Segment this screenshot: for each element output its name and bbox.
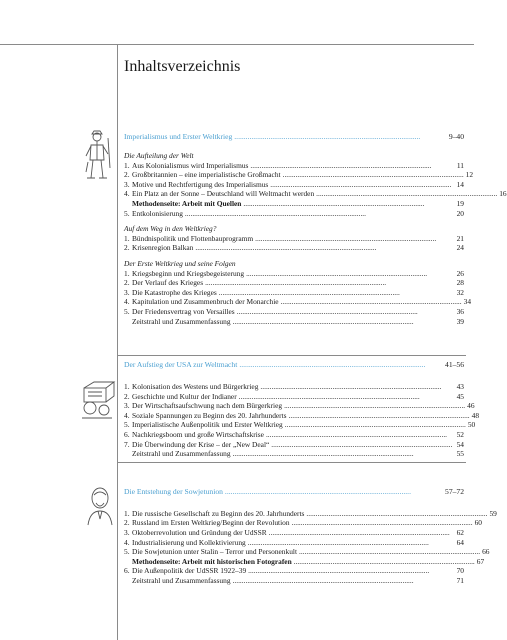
toc-entry[interactable] bbox=[124, 528, 464, 538]
cotton-gin-illustration bbox=[80, 378, 116, 422]
toc-entry[interactable] bbox=[124, 518, 482, 528]
toc-entry[interactable] bbox=[124, 538, 464, 548]
leader-dots: .................................................................................................. bbox=[282, 170, 464, 180]
leader-dots: .................................................................................................. bbox=[268, 528, 450, 538]
toc-entry[interactable] bbox=[124, 547, 490, 557]
entry-page: 20 bbox=[456, 208, 464, 218]
entry-label: Motive und Rechtfertigung des Imperialismus bbox=[132, 179, 269, 189]
entry-number: 2. bbox=[124, 243, 130, 253]
toc-content bbox=[124, 132, 507, 586]
entry-page: 55 bbox=[456, 449, 464, 459]
toc-entry[interactable] bbox=[124, 508, 497, 519]
entry-number bbox=[124, 576, 132, 586]
leader-dots: .................................................................................................. bbox=[291, 518, 473, 528]
entry-page: 62 bbox=[456, 528, 464, 538]
page-title: Inhaltsverzeichnis bbox=[124, 58, 241, 75]
leader-dots: .................................................................................................. bbox=[243, 198, 425, 208]
entry-number: 2. bbox=[124, 518, 130, 528]
toc-entry[interactable] bbox=[124, 209, 464, 219]
entry-number: 1. bbox=[124, 160, 130, 170]
leader-dots: .................................................................................................. bbox=[184, 208, 366, 218]
leader-dots: .................................................................................................. bbox=[270, 179, 452, 189]
section-title-row[interactable] bbox=[124, 360, 464, 370]
entry-label: Die Katastrophe des Krieges bbox=[132, 287, 217, 297]
entry-page: 66 bbox=[482, 547, 490, 557]
entry-page: 16 bbox=[499, 189, 507, 199]
entry-number: 2. bbox=[124, 391, 130, 401]
entry-number: 5. bbox=[124, 420, 130, 430]
entry-label: Zeitstrahl und Zusammenfassung bbox=[132, 449, 231, 459]
leader-dots: .................................................................................................. bbox=[260, 382, 442, 392]
section-title-row[interactable] bbox=[124, 487, 464, 497]
entry-label: Methodenseite: Arbeit mit historischen Fotografen bbox=[132, 556, 292, 566]
entry-label: Die Überwindung der Krise – der „New Deal“ bbox=[132, 439, 270, 449]
leader-dots: .................................................................................................. bbox=[238, 391, 420, 401]
leader-dots: .................................................................................................. bbox=[232, 576, 414, 585]
entry-label: Der Friedensvertrag von Versailles bbox=[132, 306, 235, 316]
lenin-portrait-illustration bbox=[84, 485, 116, 527]
toc-entry[interactable] bbox=[124, 576, 464, 586]
entry-label: Krisenregion Balkan bbox=[132, 243, 194, 253]
leader-dots: .................................................................................................. bbox=[236, 306, 418, 316]
entry-number: 5. bbox=[124, 208, 130, 218]
leader-dots: .................................................................................................. bbox=[232, 316, 414, 326]
leader-dots: .................................................................................................. bbox=[224, 486, 411, 496]
entry-page: 50 bbox=[467, 420, 476, 430]
leader-dots: .................................................................................................. bbox=[255, 233, 437, 243]
top-rule bbox=[0, 44, 474, 45]
entry-page: 43 bbox=[456, 382, 464, 392]
group-title: Die Aufteilung der Welt bbox=[124, 151, 194, 160]
leader-dots: .................................................................................................. bbox=[293, 556, 475, 566]
toc-entry[interactable] bbox=[124, 278, 464, 288]
entry-number: 2. bbox=[124, 170, 130, 180]
toc-entry[interactable] bbox=[124, 382, 464, 392]
entry-number: 5. bbox=[124, 547, 130, 557]
entry-number: 4. bbox=[124, 410, 130, 420]
entry-number bbox=[124, 199, 132, 209]
toc-entry[interactable] bbox=[124, 410, 480, 421]
leader-dots: .................................................................................................. bbox=[250, 160, 432, 170]
entry-page: 19 bbox=[456, 198, 464, 208]
entry-page: 28 bbox=[456, 278, 464, 288]
toc-entry[interactable] bbox=[124, 449, 464, 459]
leader-dots: .................................................................................................. bbox=[246, 268, 428, 278]
margin-rule bbox=[117, 44, 118, 640]
toc-entry[interactable] bbox=[124, 420, 476, 430]
entry-number: 2. bbox=[124, 278, 130, 288]
entry-label: Zeitstrahl und Zusammenfassung bbox=[132, 316, 231, 326]
entry-label: Nachkriegsboom und große Wirtschaftskrise bbox=[132, 430, 264, 440]
toc-section bbox=[124, 486, 497, 586]
entry-label: Kapitulation und Zusammenbruch der Monarchie bbox=[132, 297, 279, 307]
leader-dots: .................................................................................................. bbox=[280, 297, 462, 307]
entry-number: 7. bbox=[124, 439, 130, 449]
leader-dots: .................................................................................................. bbox=[271, 439, 453, 449]
entry-label: Zeitstrahl und Zusammenfassung bbox=[132, 576, 231, 585]
entry-page: 21 bbox=[456, 233, 464, 243]
entry-number: 4. bbox=[124, 189, 130, 199]
section-pages: 41–56 bbox=[445, 360, 464, 370]
entry-page: 70 bbox=[456, 566, 464, 576]
entry-number bbox=[124, 557, 132, 567]
entry-number: 1. bbox=[124, 508, 130, 518]
leader-dots: .................................................................................................. bbox=[284, 401, 466, 411]
entry-page: 64 bbox=[456, 537, 464, 547]
entry-label: Kriegsbeginn und Kriegsbegeisterung bbox=[132, 268, 245, 278]
entry-label: Oktoberrevolution und Gründung der UdSSR bbox=[132, 528, 267, 538]
entry-label: Großbritannien – eine imperialistische Großmacht bbox=[132, 170, 281, 180]
toc-entry[interactable] bbox=[124, 189, 507, 199]
entry-number: 6. bbox=[124, 566, 130, 576]
entry-label: Die Sowjetunion unter Stalin – Terror und Personenkult bbox=[132, 547, 297, 557]
leader-dots: .................................................................................................. bbox=[232, 449, 414, 459]
toc-entry[interactable] bbox=[124, 317, 464, 327]
entry-page: 14 bbox=[456, 179, 464, 189]
entry-page: 11 bbox=[456, 160, 464, 170]
entry-label: Methodenseite: Arbeit mit Quellen bbox=[132, 198, 242, 208]
toc-entry[interactable] bbox=[124, 161, 464, 171]
entry-page: 24 bbox=[456, 243, 464, 253]
entry-label: Geschichte und Kultur der Indianer bbox=[132, 391, 237, 401]
entry-label: Kolonisation des Westens und Bürgerkrieg bbox=[132, 382, 259, 392]
entry-number: 6. bbox=[124, 430, 130, 440]
entry-label: Aus Kolonialismus wird Imperialismus bbox=[132, 160, 249, 170]
entry-label: Die russische Gesellschaft zu Beginn des 20. Jahrhunderts bbox=[132, 508, 305, 518]
entry-page: 26 bbox=[456, 268, 464, 278]
leader-dots: .................................................................................................. bbox=[234, 132, 421, 141]
toc-entry[interactable] bbox=[124, 288, 464, 298]
section-pages: 9–40 bbox=[448, 132, 464, 141]
leader-dots: .................................................................................................. bbox=[284, 420, 466, 430]
leader-dots: .................................................................................................. bbox=[299, 547, 481, 557]
section-title: Imperialismus und Erster Weltkrieg bbox=[124, 132, 233, 141]
leader-dots: .................................................................................................. bbox=[248, 566, 430, 576]
entry-label: Der Verlauf des Krieges bbox=[132, 278, 204, 288]
toc-entry[interactable] bbox=[124, 243, 464, 253]
leader-dots: .................................................................................................. bbox=[265, 430, 448, 440]
entry-number bbox=[124, 449, 132, 459]
entry-label: Der Wirtschaftsaufschwung nach dem Bürgerkrieg bbox=[132, 401, 283, 411]
entry-label: Die Außenpolitik der UdSSR 1922–39 bbox=[132, 566, 247, 576]
entry-page: 36 bbox=[456, 306, 464, 316]
toc-entry[interactable] bbox=[124, 440, 464, 450]
entry-label: Ein Platz an der Sonne – Deutschland will Weltmacht werden bbox=[132, 189, 315, 199]
toc-section bbox=[124, 132, 507, 326]
soldier-illustration bbox=[82, 128, 116, 188]
entry-number: 1. bbox=[124, 233, 130, 243]
toc-entry[interactable] bbox=[124, 566, 464, 576]
group-title: Der Erste Weltkrieg und seine Folgen bbox=[124, 258, 236, 268]
entry-page: 54 bbox=[456, 439, 464, 449]
entry-label: Bündnispolitik und Flottenbauprogramm bbox=[132, 233, 254, 243]
toc-entry[interactable] bbox=[124, 234, 464, 244]
toc-entry[interactable] bbox=[124, 269, 464, 279]
entry-page: 67 bbox=[476, 556, 485, 566]
entry-page: 48 bbox=[471, 410, 480, 420]
entry-number: 1. bbox=[124, 382, 130, 392]
group-title: Auf dem Weg in den Weltkrieg? bbox=[124, 224, 217, 234]
toc-entry[interactable] bbox=[124, 180, 464, 190]
leader-dots: .................................................................................................. bbox=[195, 243, 377, 253]
entry-page: 34 bbox=[463, 297, 472, 307]
entry-page: 46 bbox=[467, 401, 475, 411]
entry-page: 45 bbox=[456, 391, 464, 401]
leader-dots: .................................................................................................. bbox=[218, 287, 400, 297]
entry-number: 3. bbox=[124, 179, 130, 189]
entry-label: Entkolonisierung bbox=[132, 208, 183, 218]
toc-entry-method[interactable] bbox=[124, 556, 485, 567]
entry-number: 1. bbox=[124, 268, 130, 278]
entry-page: 12 bbox=[465, 170, 474, 180]
leader-dots: .................................................................................................. bbox=[288, 410, 470, 420]
toc-entry[interactable] bbox=[124, 392, 464, 402]
entry-page: 60 bbox=[474, 518, 482, 528]
entry-page: 59 bbox=[489, 508, 497, 518]
entry-page: 71 bbox=[456, 576, 464, 585]
toc-entry-method[interactable] bbox=[124, 199, 464, 209]
entry-page: 32 bbox=[456, 287, 464, 297]
toc-entry[interactable] bbox=[124, 297, 472, 307]
entry-label: Russland im Ersten Weltkrieg/Beginn der Revolution bbox=[132, 518, 290, 528]
entry-page: 39 bbox=[456, 316, 464, 326]
entry-number: 4. bbox=[124, 537, 130, 547]
entry-number: 3. bbox=[124, 287, 130, 297]
entry-number: 5. bbox=[124, 306, 130, 316]
entry-number bbox=[124, 317, 132, 327]
toc-section bbox=[124, 360, 480, 459]
leader-dots: .................................................................................................. bbox=[306, 508, 488, 518]
entry-number: 3. bbox=[124, 528, 130, 538]
entry-number: 3. bbox=[124, 401, 130, 411]
entry-page: 52 bbox=[456, 430, 464, 440]
toc-entry[interactable] bbox=[124, 401, 475, 411]
leader-dots: .................................................................................................. bbox=[239, 360, 426, 370]
toc-entry[interactable] bbox=[124, 307, 464, 317]
section-title: Der Aufstieg der USA zur Weltmacht bbox=[124, 360, 238, 370]
entry-number: 4. bbox=[124, 297, 130, 307]
toc-entry[interactable] bbox=[124, 170, 474, 180]
section-title-row[interactable] bbox=[124, 132, 464, 142]
section-title: Die Entstehung der Sowjetunion bbox=[124, 486, 223, 496]
leader-dots: .................................................................................................. bbox=[205, 278, 387, 288]
entry-label: Industrialisierung und Kollektivierung bbox=[132, 537, 246, 547]
entry-label: Soziale Spannungen zu Beginn des 20. Jahrhunderts bbox=[132, 410, 287, 420]
toc-entry[interactable] bbox=[124, 430, 464, 440]
entry-label: Imperialistische Außenpolitik und Erster Weltkrieg bbox=[132, 420, 283, 430]
section-pages: 57–72 bbox=[445, 486, 464, 496]
leader-dots: .................................................................................................. bbox=[247, 537, 429, 547]
leader-dots: .................................................................................................. bbox=[316, 189, 498, 199]
